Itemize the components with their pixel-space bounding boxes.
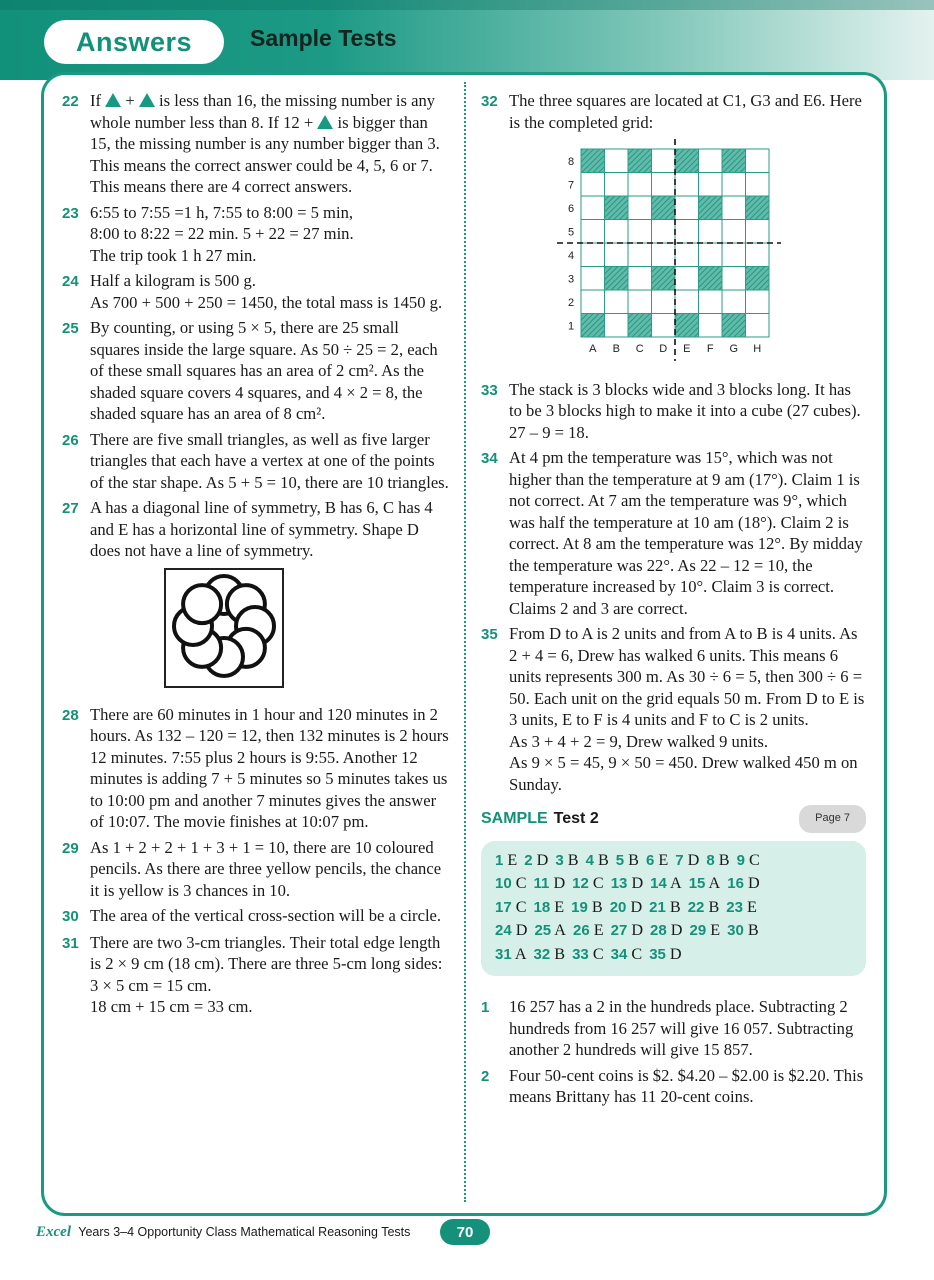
answer-key-number: 15 xyxy=(688,875,706,892)
answer-key-letter: E xyxy=(507,850,518,869)
answer-item xyxy=(62,497,452,562)
answer-item xyxy=(481,996,866,1061)
answer-number: 23 xyxy=(62,204,79,222)
grid-cell xyxy=(699,220,723,244)
answer-text xyxy=(90,429,452,494)
answer-text xyxy=(509,379,866,444)
answer-number: 29 xyxy=(62,839,79,857)
answer-key-row xyxy=(495,872,854,896)
answer-item xyxy=(62,837,452,902)
answer-key-number: 8 xyxy=(706,851,715,869)
grid-cell xyxy=(746,220,770,244)
triangle-icon xyxy=(105,93,121,107)
answer-line: As 700 + 500 + 250 = 1450, the total mass is 1450 g. xyxy=(90,292,443,312)
answer-line: Half a kilogram is 500 g. xyxy=(90,271,256,290)
answer-key-row xyxy=(495,849,854,873)
answer-text xyxy=(90,270,452,313)
page-number: 70 xyxy=(440,1219,490,1245)
grid-cell xyxy=(746,173,770,197)
answer-key-letter: E xyxy=(710,921,721,939)
answer-key-letter: E xyxy=(593,921,604,939)
answer-key-letter: A xyxy=(554,921,566,939)
grid-cell xyxy=(581,314,605,338)
grid-cell xyxy=(652,290,676,314)
answer-number: 22 xyxy=(62,93,79,110)
grid-cell xyxy=(581,290,605,314)
grid-cell xyxy=(722,314,746,338)
answer-key-letter: B xyxy=(597,850,609,869)
answer-key-letter: C xyxy=(748,850,760,869)
answer-key-letter: D xyxy=(747,874,760,892)
answer-key-letter: D xyxy=(553,874,566,892)
grid-cell xyxy=(746,196,770,220)
grid-cell xyxy=(581,243,605,267)
grid-row-label: 1 xyxy=(567,320,575,333)
answer-key-letter: B xyxy=(591,897,603,916)
answer-text xyxy=(90,90,452,198)
grid-cell xyxy=(605,290,629,314)
answer-line: 18 cm + 15 cm = 33 cm. xyxy=(90,997,253,1016)
grid-cell xyxy=(675,290,699,314)
answer-key-row xyxy=(495,896,854,920)
answer-key-letter: A xyxy=(669,874,682,892)
answer-key-number: 17 xyxy=(495,898,512,916)
grid-row-label: 7 xyxy=(567,179,575,192)
grid-cell xyxy=(652,196,676,220)
grid-cell xyxy=(722,290,746,314)
answer-key-number: 12 xyxy=(572,875,589,892)
answer-key-number: 21 xyxy=(649,898,666,916)
answer-line: The three squares are located at C1, G3 and E6. Here is the completed grid: xyxy=(509,91,862,132)
answer-number: 25 xyxy=(62,320,79,337)
grid-col-label: C xyxy=(635,343,644,355)
grid-cell xyxy=(652,173,676,197)
answer-key-number: 26 xyxy=(572,922,590,939)
grid-cell xyxy=(722,267,746,291)
section-sample-label: SAMPLE xyxy=(481,810,548,827)
grid-col-label: E xyxy=(683,343,691,355)
grid-cell xyxy=(722,220,746,244)
answer-number: 2 xyxy=(481,1067,490,1085)
answer-key-number: 28 xyxy=(650,922,667,939)
grid-cell xyxy=(605,267,629,291)
answer-line: As 3 + 4 + 2 = 9, Drew walked 9 units. xyxy=(509,731,768,751)
answer-number: 34 xyxy=(481,450,498,467)
answer-key-number: 29 xyxy=(689,922,707,939)
answer-key-letter: E xyxy=(554,897,565,916)
grid-row-label: 2 xyxy=(567,296,575,309)
answer-item xyxy=(62,90,452,198)
answer-line xyxy=(90,90,452,198)
answer-key-number: 30 xyxy=(727,922,744,939)
answer-key-letter: C xyxy=(631,944,643,963)
grid-cell xyxy=(605,220,629,244)
answer-text-part: is bigger than 15, the missing number is any number bigger than 3. This means the correct answer could be 4, 5, 6 or 7. This means there are 4 correct answers. xyxy=(90,112,440,196)
grid-cell xyxy=(605,149,629,173)
grid-cell xyxy=(699,173,723,197)
answer-key-letter: B xyxy=(554,944,566,963)
answer-key-letter: A xyxy=(708,874,721,892)
answer-key-letter: A xyxy=(514,944,527,963)
answer-item xyxy=(481,623,866,795)
grid-col-label: F xyxy=(706,343,714,355)
page-reference-badge: Page 7 xyxy=(799,805,866,833)
answer-number: 24 xyxy=(62,273,79,290)
answer-key-row xyxy=(495,919,854,943)
answer-item xyxy=(481,90,866,133)
sample-test-2-heading xyxy=(481,805,866,833)
grid-cell xyxy=(628,149,652,173)
answer-key-letter: D xyxy=(631,921,644,939)
answer-line: The area of the vertical cross-section will be a circle. xyxy=(90,906,442,925)
answer-item xyxy=(62,270,452,313)
answer-key-number: 7 xyxy=(675,851,684,869)
answer-key-number: 11 xyxy=(533,875,550,892)
grid-cell xyxy=(675,173,699,197)
answer-key-letter: B xyxy=(567,850,579,869)
answer-key-number: 20 xyxy=(609,898,627,916)
answer-line: There are 60 minutes in 1 hour and 120 minutes in 2 hours. As 132 – 120 = 12, then 132 minutes is 2 hours 12 minutes. 7:55 plus 2 hours is 9:55. Another 12 minutes is adding 7 + 5 minutes so 5 minutes takes us to 10:00 pm and another 7 minutes gives the answer of 10:07. The movie finishes at 10:07 pm. xyxy=(90,704,449,831)
answer-key-number: 32 xyxy=(533,945,551,963)
answer-item xyxy=(62,429,452,494)
answer-line: The stack is 3 blocks wide and 3 blocks long. It has to be 3 blocks high to make it into a cube (27 cubes). 27 – 9 = 18. xyxy=(509,379,861,442)
answer-number: 32 xyxy=(481,93,498,110)
answer-number: 33 xyxy=(481,381,498,399)
grid-cell xyxy=(746,267,770,291)
grid-row-label: 8 xyxy=(567,155,575,168)
answer-line: By counting, or using 5 × 5, there are 25 small squares inside the large square. As 50 ÷ 25 = 2, each of these small squares has an area of 2 cm². As the shaded square covers 4 squares, and 4 × 2 = 8, the shaded square has an area of 8 cm². xyxy=(90,318,438,423)
answer-key-letter: B xyxy=(708,897,720,916)
answer-key-number: 24 xyxy=(495,922,512,939)
grid-cell xyxy=(605,196,629,220)
answer-line: As 1 + 2 + 2 + 1 + 3 + 1 = 10, there are 10 coloured pencils. As there are three yellow pencils, the chance it is yellow is 3 chances in 10. xyxy=(90,837,442,900)
answer-key-number: 34 xyxy=(610,945,628,963)
rotating-circles-figure xyxy=(164,568,284,688)
answer-line: As 9 × 5 = 45, 9 × 50 = 450. Drew walked 450 m on Sunday. xyxy=(509,753,858,794)
grid-cell xyxy=(675,243,699,267)
footer xyxy=(36,1224,410,1241)
answer-key-letter: C xyxy=(515,897,527,916)
grid-cell xyxy=(675,314,699,338)
grid-cell xyxy=(675,267,699,291)
grid-cell xyxy=(581,267,605,291)
answer-key-letter: D xyxy=(630,897,643,916)
grid-cell xyxy=(628,267,652,291)
answers-tag: Answers xyxy=(44,20,224,64)
grid-cell xyxy=(722,243,746,267)
circles-drawing xyxy=(166,570,282,686)
answer-text xyxy=(90,837,452,902)
answer-number: 28 xyxy=(62,706,79,724)
grid-cell xyxy=(628,220,652,244)
figure-circle xyxy=(183,585,221,623)
answer-key-letter: D xyxy=(687,850,700,869)
answer-key-letter: B xyxy=(747,921,759,939)
answer-line: At 4 pm the temperature was 15°, which was not higher than the temperature at 9 am (17°). Claim 1 is not correct. At 7 am the temperature was 9°, which was half the temperature at 10 am (18°). Claim 2 is correct. At 8 am the temperature was 12°. By midday the temperature was 22°. As 22 – 12 = 10, the temperature increased by 10°. Claim 3 is correct. Claims 2 and 3 are correct. xyxy=(509,448,863,618)
grid-row-label: 4 xyxy=(567,249,575,262)
grid-cell xyxy=(699,314,723,338)
answer-number: 26 xyxy=(62,431,79,449)
grid-col-label: A xyxy=(589,343,597,355)
grid-row-label: 6 xyxy=(567,202,575,215)
grid-cell xyxy=(652,243,676,267)
answer-key-number: 13 xyxy=(610,875,628,892)
answer-text xyxy=(509,623,866,795)
answer-key-letter: D xyxy=(536,850,549,869)
grid-cell xyxy=(652,314,676,338)
answer-text xyxy=(90,932,452,1018)
answer-text xyxy=(509,90,866,133)
grid-drawing xyxy=(541,139,781,369)
answer-text-part: is less than 16, the missing number is any whole number less than 8. If 12 + xyxy=(90,91,436,132)
answer-key-number: 33 xyxy=(572,945,589,963)
answer-key-box xyxy=(481,841,866,977)
answer-key-number: 1 xyxy=(495,851,504,869)
grid-cell xyxy=(675,149,699,173)
answer-key-number: 9 xyxy=(736,851,745,869)
grid-cell xyxy=(605,173,629,197)
grid-cell xyxy=(675,220,699,244)
grid-cell xyxy=(699,243,723,267)
answer-text xyxy=(90,202,452,267)
answer-key-number: 10 xyxy=(495,875,512,892)
grid-col-label: B xyxy=(612,343,620,355)
grid-cell xyxy=(699,290,723,314)
answer-key-number: 27 xyxy=(610,922,628,939)
grid-cell xyxy=(722,173,746,197)
answer-text xyxy=(90,704,452,833)
right-column xyxy=(481,90,866,1112)
left-column xyxy=(62,90,452,1022)
grid-cell xyxy=(628,314,652,338)
answer-text-part: + xyxy=(121,91,139,110)
answer-item xyxy=(481,1065,866,1108)
answer-item xyxy=(481,379,866,444)
grid-cell xyxy=(699,267,723,291)
answer-text xyxy=(90,905,452,928)
answer-key-letter: B xyxy=(718,850,730,869)
triangle-icon xyxy=(317,115,333,129)
answer-key-letter: C xyxy=(515,874,527,892)
answer-key-letter: C xyxy=(592,874,604,892)
answer-key-number: 5 xyxy=(615,851,625,869)
triangle-icon xyxy=(139,93,155,107)
grid-cell xyxy=(722,196,746,220)
answer-key-letter: D xyxy=(669,944,682,963)
completed-grid-figure xyxy=(541,139,866,375)
answer-item xyxy=(62,704,452,833)
answer-number: 1 xyxy=(481,999,490,1016)
grid-cell xyxy=(746,243,770,267)
grid-col-label: D xyxy=(659,343,668,355)
answer-text xyxy=(509,1065,866,1108)
answer-key-number: 25 xyxy=(534,922,552,939)
answer-key-letter: E xyxy=(658,850,669,869)
answer-item xyxy=(62,317,452,425)
answer-line: There are two 3-cm triangles. Their total edge length is 2 × 9 cm (18 cm). There are three 5-cm long sides: 3 × 5 cm = 15 cm. xyxy=(90,932,443,995)
answer-line: Four 50-cent coins is $2. $4.20 – $2.00 is $2.20. This means Brittany has 11 20-cent coins. xyxy=(509,1065,864,1106)
answer-key-number: 3 xyxy=(555,851,564,869)
answer-line: The trip took 1 h 27 min. xyxy=(90,245,257,265)
grid-cell xyxy=(699,196,723,220)
grid-cell xyxy=(699,149,723,173)
answer-number: 35 xyxy=(481,626,498,643)
answer-key-number: 14 xyxy=(650,875,667,892)
section-test-label: Test 2 xyxy=(553,810,599,827)
answer-key-number: 31 xyxy=(495,945,512,963)
grid-cell xyxy=(605,243,629,267)
grid-cell xyxy=(746,290,770,314)
answer-line: 16 257 has a 2 in the hundreds place. Subtracting 2 hundreds from 16 257 will give 16 057. Subtracting another 2 hundreds will give 15 857. xyxy=(509,997,854,1059)
grid-cell xyxy=(628,290,652,314)
grid-cell xyxy=(628,173,652,197)
answer-number: 31 xyxy=(62,934,79,952)
answer-key-number: 22 xyxy=(687,898,705,916)
answer-text xyxy=(509,447,866,619)
answer-number: 27 xyxy=(62,500,79,517)
answer-line: 6:55 to 7:55 =1 h, 7:55 to 8:00 = 5 min, xyxy=(90,202,354,222)
answer-key-letter: E xyxy=(746,897,757,916)
grid-row-label: 3 xyxy=(567,273,575,286)
answer-text xyxy=(90,317,452,425)
answer-key-letter: D xyxy=(670,921,683,939)
answer-key-letter: D xyxy=(631,874,644,892)
answer-key-letter: C xyxy=(592,944,604,963)
grid-cell xyxy=(722,149,746,173)
answer-line: There are five small triangles, as well as five larger triangles that each have a vertex at one of the points of the star shape. As 5 + 5 = 10, there are 10 triangles. xyxy=(90,429,449,492)
answer-key-number: 18 xyxy=(533,898,551,916)
answer-key-number: 19 xyxy=(571,898,588,916)
answer-item xyxy=(62,905,452,928)
grid-cell xyxy=(628,196,652,220)
answer-key-number: 23 xyxy=(726,898,743,916)
grid-cell xyxy=(652,267,676,291)
grid-cell xyxy=(581,149,605,173)
column-divider xyxy=(464,82,466,1202)
grid-cell xyxy=(746,149,770,173)
answer-item xyxy=(62,202,452,267)
answer-key-number: 35 xyxy=(649,945,666,963)
grid-col-label: H xyxy=(753,343,762,355)
answer-key-number: 16 xyxy=(727,875,744,892)
answer-key-number: 4 xyxy=(585,851,594,869)
page-title: Sample Tests xyxy=(250,25,397,51)
grid-cell xyxy=(581,220,605,244)
answer-item xyxy=(481,447,866,619)
grid-cell xyxy=(652,220,676,244)
answer-key-letter: D xyxy=(515,921,528,939)
answer-item xyxy=(62,932,452,1018)
answer-key-letter: B xyxy=(669,897,681,916)
answer-text xyxy=(509,996,866,1061)
answer-key-number: 2 xyxy=(524,851,533,869)
grid-cell xyxy=(605,314,629,338)
answer-text xyxy=(90,497,452,562)
grid-col-label: G xyxy=(729,343,739,355)
grid-cell xyxy=(581,173,605,197)
grid-cell xyxy=(746,314,770,338)
answer-line: From D to A is 2 units and from A to B is 4 units. As 2 + 4 = 6, Drew has walked 6 units. This means 6 units represents 300 m. As 30 ÷ 6 = 5, then 300 ÷ 6 = 50. Each unit on the grid equals 50 m. From D to E is 3 units, E to F is 4 units and F to C is 2 units. xyxy=(509,624,865,729)
footer-brand: Excel xyxy=(36,1224,71,1240)
grid-row-label: 5 xyxy=(567,226,575,239)
answer-key-letter: B xyxy=(628,850,639,869)
footer-series-title: Years 3–4 Opportunity Class Mathematical Reasoning Tests xyxy=(78,1225,411,1239)
grid-cell xyxy=(628,243,652,267)
answer-key-row xyxy=(495,943,854,967)
grid-cell xyxy=(581,196,605,220)
answer-line: 8:00 to 8:22 = 22 min. 5 + 22 = 27 min. xyxy=(90,224,354,243)
grid-cell xyxy=(652,149,676,173)
answer-line: A has a diagonal line of symmetry, B has 6, C has 4 and E has a horizontal line of symmetry. Shape D does not have a line of symmetry. xyxy=(90,498,433,560)
answer-number: 30 xyxy=(62,908,79,925)
answer-key-number: 6 xyxy=(645,851,655,869)
header-shade xyxy=(0,0,934,10)
grid-cell xyxy=(675,196,699,220)
answer-text-part: If xyxy=(90,91,106,110)
